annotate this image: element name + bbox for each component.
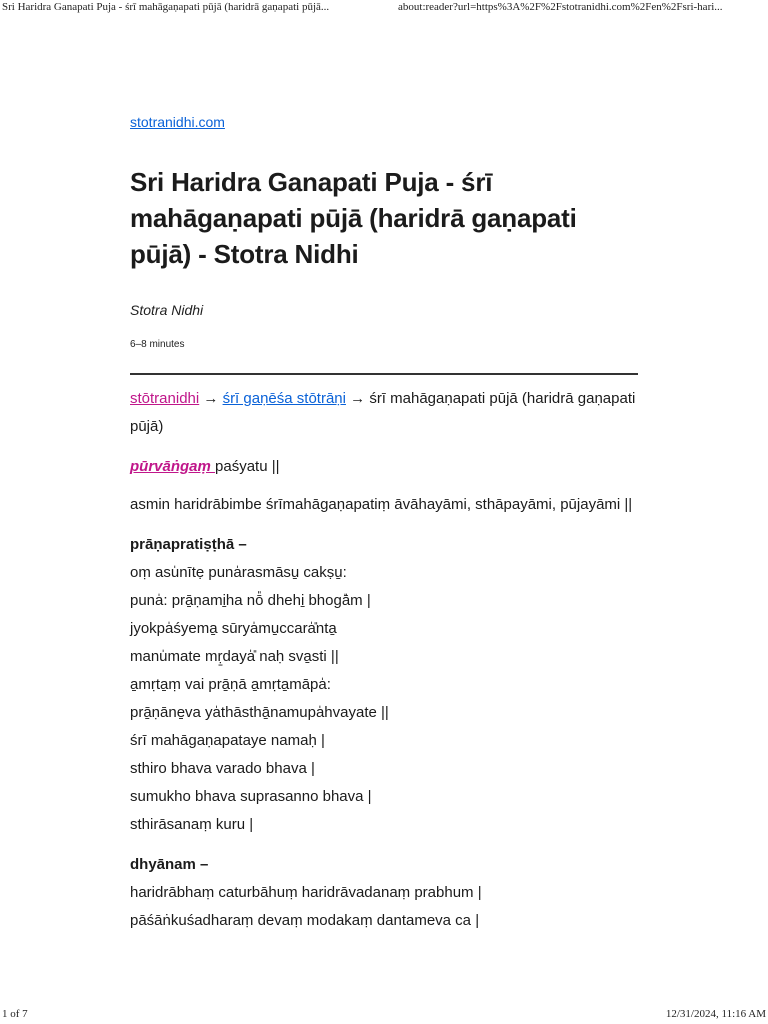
verse-line: śrī mahāgaṇapataye namaḥ | — [130, 732, 325, 749]
purvangam-paragraph — [130, 453, 638, 481]
article-byline: Stotra Nidhi — [130, 302, 204, 318]
prana-pratishtha-heading: prāṇapratiṣṭhā – — [130, 536, 247, 553]
dhyanam-verses — [130, 879, 638, 935]
breadcrumb-arrow: → — [199, 390, 223, 407]
verse-line: oṃ asu̍nītẹ puna̍rasmāsu̱ cakṣu̱: — [130, 564, 347, 581]
dhyanam-heading: dhyānam – — [130, 856, 209, 873]
print-datetime: 12/31/2024, 11:16 AM — [665, 1008, 766, 1020]
verse-line: pāśāṅkuśadharaṃ devaṃ modakaṃ dantameva ca | — [130, 912, 480, 929]
verse-line: a̱mṛta̱ṃ vai prā̱ṇā a̱mṛta̱māpa̍: — [130, 676, 331, 693]
print-header-url: about:reader?url=https%3A%2F%2Fstotranidhi.com%2Fen%2Fsri-hari... — [398, 1, 723, 13]
prana-pratishtha-verses — [130, 559, 638, 839]
purvangam-link[interactable]: pūrvāṅgaṃ — [130, 458, 216, 475]
verse-line: sthirāsanaṃ kuru | — [130, 816, 254, 833]
verse-line: jyokpa̍śyema̱ sūrya̍mu̱ccara̍̎nta̱ — [130, 620, 337, 637]
site-domain-link[interactable]: stotranidhi.com — [130, 114, 225, 130]
page-number: 1 of 7 — [2, 1008, 28, 1020]
article-title: Sri Haridra Ganapati Puja - śrī mahāgaṇapati pūjā (haridrā gaṇapati pūjā) - Stotra Nidhi — [130, 167, 577, 269]
breadcrumb-link-stotranidhi[interactable]: stōtranidhi — [130, 390, 200, 407]
breadcrumb-link-ganesha-stotrani[interactable]: śrī gaṇēśa stōtrāṇi — [222, 390, 346, 407]
article-body — [130, 385, 638, 935]
verse-line: sthiro bhava varado bhava | — [130, 760, 315, 777]
print-header — [0, 1, 768, 15]
breadcrumb-arrow: → — [345, 390, 370, 407]
purvangam-text: paśyatu || — [215, 458, 280, 475]
reading-time: 6–8 minutes — [130, 339, 185, 350]
print-footer — [0, 1008, 768, 1022]
header-divider — [130, 373, 638, 375]
verse-line: sumukho bhava suprasanno bhava | — [130, 788, 372, 805]
verse-line: manu̍mate mṛ̱daya̍̎ naḥ sva̱sti || — [130, 648, 339, 665]
print-header-title: Sri Haridra Ganapati Puja - śrī mahāgaṇapati pūjā (haridrā gaṇapati pūjā... — [2, 1, 330, 13]
verse-line: haridrābhaṃ caturbāhuṃ haridrāvadanaṃ prabhum | — [130, 884, 482, 901]
breadcrumb-current: śrī mahāgaṇapati pūjā (haridrā gaṇapati pūjā) — [130, 390, 636, 435]
verse-line: prā̱ṇāne̱va ya̍thāsthā̱namupa̍hvayate || — [130, 704, 389, 721]
avahana-paragraph: asmin haridrābimbe śrīmahāgaṇapatiṃ āvāhayāmi, sthāpayāmi, pūjayāmi || — [130, 496, 633, 513]
verse-line: puna̍: prā̱ṇami̱ha nō̎ dhehi̱ bhogā̎m | — [130, 592, 371, 609]
breadcrumb — [130, 385, 638, 441]
